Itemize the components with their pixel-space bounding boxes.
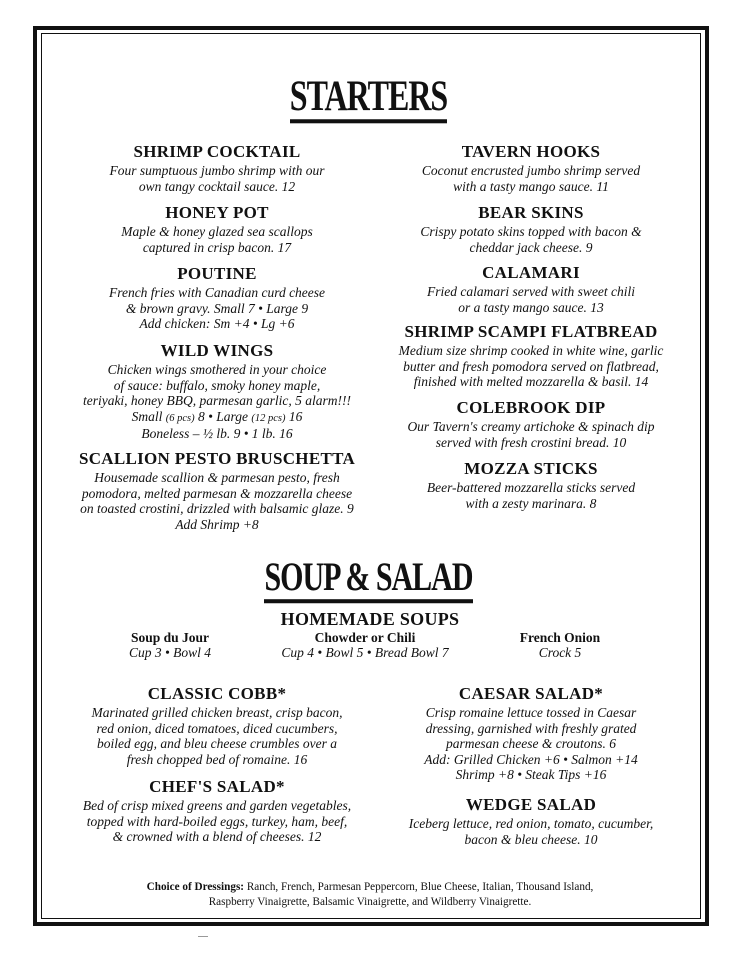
menu-item-poutine <box>72 264 362 332</box>
soup-chowder-chili <box>245 630 485 660</box>
scan-mark <box>198 936 208 937</box>
item-description: Four sumptuous jumbo shrimp with our own tangy cocktail sauce. 12 <box>109 163 325 194</box>
item-name: BEAR SKINS <box>478 203 584 222</box>
item-name: POUTINE <box>177 264 257 283</box>
menu-item-mozza-sticks <box>386 459 676 511</box>
item-name: CAESAR SALAD* <box>458 684 604 703</box>
soup-price: Crock 5 <box>538 645 582 660</box>
item-name: CLASSIC COBB* <box>147 684 287 703</box>
menu-item-chefs-salad <box>62 777 372 845</box>
dressings-label: Choice of Dressings: <box>146 881 245 893</box>
item-name: HONEY POT <box>165 203 269 222</box>
item-description: Maple & honey glazed sea scallops captured in crisp bacon. 17 <box>121 224 313 255</box>
item-name: SCALLION PESTO BRUSCHETTA <box>78 449 356 468</box>
wings-sizes: Small (6 pcs) 8 • Large (12 pcs) 16 <box>131 408 303 424</box>
item-description: Crisp romaine lettuce tossed in Caesar dressing, garnished with freshly grated parmesan cheese & croutons. 6 Add: Grilled Chicken +6 • Salmon +14 Shrimp +8 • Steak Tips +16 <box>424 705 638 783</box>
soup-salad-title: SOUP & SALAD <box>0 556 737 599</box>
item-description: Marinated grilled chicken breast, crisp bacon, red onion, diced tomatoes, diced cucumbers, boiled egg, and bleu cheese crumbles over a fresh chopped bed of romaine. 16 <box>91 705 343 767</box>
menu-item-classic-cobb <box>62 684 372 767</box>
item-name: WEDGE SALAD <box>465 795 597 814</box>
homemade-soups-heading: HOMEMADE SOUPS <box>280 609 460 629</box>
item-description: French fries with Canadian curd cheese & brown gravy. Small 7 • Large 9 Add chicken: Sm +4 • Lg +6 <box>108 285 326 332</box>
menu-item-wedge-salad <box>376 795 686 847</box>
menu-item-wild-wings <box>72 341 362 442</box>
menu-item-shrimp-cocktail <box>72 142 362 194</box>
item-description: Iceberg lettuce, red onion, tomato, cucumber, bacon & bleu cheese. 10 <box>408 816 654 847</box>
item-name: MOZZA STICKS <box>464 459 598 478</box>
soup-du-jour <box>90 630 250 660</box>
menu-item-calamari <box>386 263 676 315</box>
wings-boneless: Boneless – ½ lb. 9 • 1 lb. 16 <box>141 426 293 442</box>
item-name: SHRIMP COCKTAIL <box>133 142 301 161</box>
item-description: Crispy potato skins topped with bacon & cheddar jack cheese. 9 <box>420 224 642 255</box>
item-description: Chicken wings smothered in your choice of sauce: buffalo, smoky honey maple, teriyaki, honey BBQ, parmesan garlic, 5 alarm!!! Small (6 pcs) 8 • Large (12 pcs) 16 Boneless – ½ lb. 9 • 1 lb. 16 <box>72 362 362 442</box>
dressings-note: Choice of Dressings: Ranch, French, Parmesan Peppercorn, Blue Cheese, Italian, Thousand Island, Raspberry Vinaigrette, Balsamic Vinaigrette, and Wildberry Vinaigrette. <box>146 881 594 908</box>
item-name: WILD WINGS <box>160 341 274 360</box>
item-description: Medium size shrimp cooked in white wine, garlic butter and fresh pomodora served on flatbread, finished with melted mozzarella & basil. 14 <box>398 343 664 390</box>
menu-item-bear-skins <box>386 203 676 255</box>
item-name: COLEBROOK DIP <box>456 398 606 417</box>
item-description: Fried calamari served with sweet chili or a tasty mango sauce. 13 <box>426 284 636 315</box>
menu-item-honey-pot <box>72 203 362 255</box>
soup-name: French Onion <box>519 630 601 645</box>
soup-name: Soup du Jour <box>130 630 210 645</box>
item-description: Coconut encrusted jumbo shrimp served with a tasty mango sauce. 11 <box>421 163 641 194</box>
menu-item-tavern-hooks <box>386 142 676 194</box>
soup-name: Chowder or Chili <box>314 630 416 645</box>
item-description: Beer-battered mozzarella sticks served with a zesty marinara. 8 <box>426 480 636 511</box>
item-description: Our Tavern's creamy artichoke & spinach dip served with fresh crostini bread. 10 <box>407 419 655 450</box>
starters-title: STARTERS <box>0 72 737 118</box>
item-name: CALAMARI <box>482 263 580 282</box>
item-description: Bed of crisp mixed greens and garden vegetables, topped with hard-boiled eggs, turkey, ham, beef, & crowned with a blend of cheeses. 12 <box>82 798 352 845</box>
menu-item-shrimp-scampi-flatbread <box>376 322 686 390</box>
soup-price: Cup 4 • Bowl 5 • Bread Bowl 7 <box>281 645 449 660</box>
item-name: SHRIMP SCAMPI FLATBREAD <box>404 322 658 341</box>
menu-item-colebrook-dip <box>386 398 676 450</box>
soup-price: Cup 3 • Bowl 4 <box>129 645 211 660</box>
item-name: TAVERN HOOKS <box>461 142 601 161</box>
menu-item-caesar-salad <box>376 684 686 783</box>
item-name: CHEF'S SALAD* <box>149 777 285 796</box>
menu-item-scallion-pesto-bruschetta <box>62 449 372 532</box>
soup-french-onion <box>480 630 640 660</box>
item-description: Housemade scallion & parmesan pesto, fresh pomodora, melted parmesan & mozzarella cheese on toasted crostini, drizzled with balsamic glaze. 9 Add Shrimp +8 <box>80 470 354 532</box>
